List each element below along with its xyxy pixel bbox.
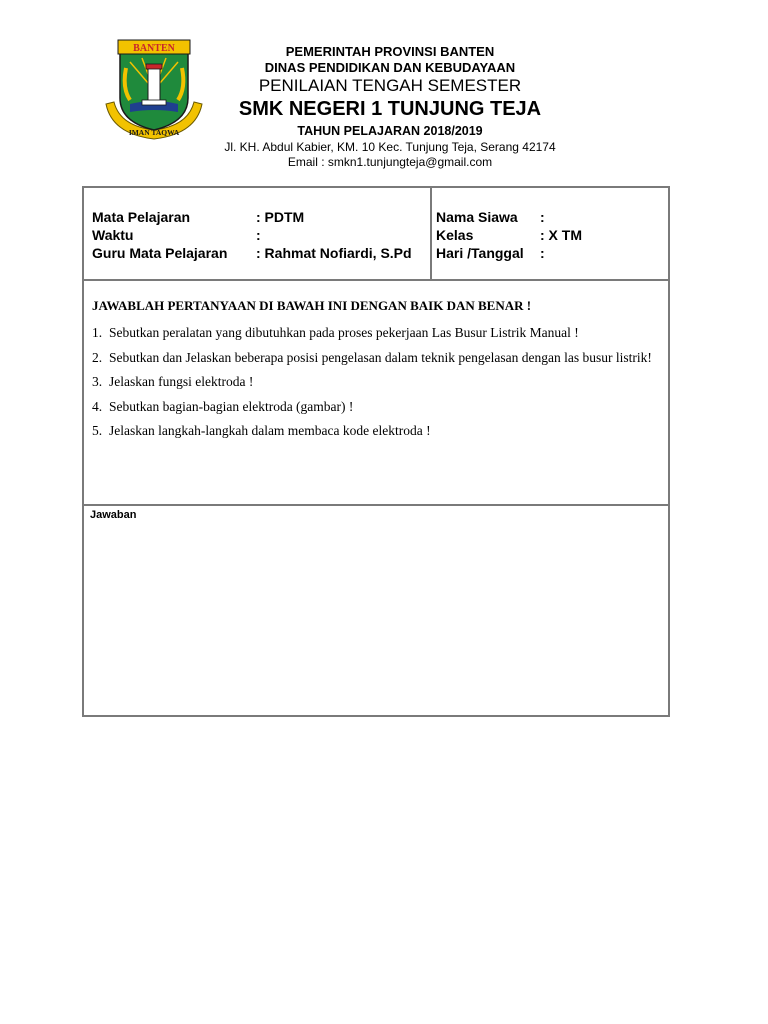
question-item	[92, 321, 662, 346]
question-number: 2.	[92, 349, 103, 365]
questions-section	[84, 281, 668, 506]
teacher-label: Guru Mata Pelajaran	[92, 245, 228, 261]
questions-instruction: JAWABLAH PERTANYAAN DI BAWAH INI DENGAN BAIK DAN BENAR !	[92, 298, 532, 313]
time-label: Waktu	[92, 227, 134, 243]
student-name-label: Nama Siawa	[436, 209, 518, 225]
question-item	[92, 395, 662, 420]
question-number: 1.	[92, 325, 103, 340]
student-name-value: :	[540, 209, 545, 225]
letterhead	[205, 44, 575, 170]
logo-ribbon-text: IMAN TAQWA	[128, 128, 180, 137]
subject-info	[84, 188, 432, 279]
class-label: Kelas	[436, 227, 474, 243]
question-text: Sebutkan dan Jelaskan beberapa posisi pengelasan dalam teknik pengelasan dengan las busur listrik!	[109, 349, 652, 365]
class-value: : X TM	[540, 227, 582, 243]
answer-area[interactable]	[84, 506, 668, 715]
question-text: Sebutkan bagian-bagian elektroda (gambar) !	[109, 398, 354, 414]
question-number: 5.	[92, 423, 103, 438]
banten-emblem-logo	[102, 38, 206, 142]
time-value: :	[256, 227, 261, 243]
answer-label: Jawaban	[90, 509, 137, 521]
department-name: DINAS PENDIDIKAN DAN KEBUDAYAAN	[264, 60, 516, 75]
question-text: Jelaskan fungsi elektroda !	[109, 374, 254, 389]
question-text: Jelaskan langkah-langkah dalam membaca kode elektroda !	[109, 423, 431, 438]
date-label: Hari /Tanggal	[436, 245, 524, 261]
question-item	[92, 346, 662, 371]
logo-banner-text: BANTEN	[133, 43, 175, 54]
question-number: 3.	[92, 374, 103, 389]
subject-value: : PDTM	[256, 209, 305, 225]
exam-title: PENILAIAN TENGAH SEMESTER	[258, 76, 522, 95]
school-address: Jl. KH. Abdul Kabier, KM. 10 Kec. Tunjung Teja, Serang 42174	[224, 140, 556, 154]
question-number: 4.	[92, 398, 103, 414]
teacher-value: : Rahmat Nofiardi, S.Pd	[256, 245, 412, 261]
government-name: PEMERINTAH PROVINSI BANTEN	[285, 44, 495, 59]
school-name: SMK NEGERI 1 TUNJUNG TEJA	[238, 98, 542, 120]
question-item	[92, 370, 662, 395]
exam-form	[82, 186, 670, 717]
question-list	[92, 321, 662, 444]
exam-info-section	[84, 188, 668, 281]
question-text: Sebutkan peralatan yang dibutuhkan pada proses pekerjaan Las Busur Listrik Manual !	[109, 325, 579, 340]
school-email: Email : smkn1.tunjungteja@gmail.com	[287, 155, 493, 169]
date-value: :	[540, 245, 545, 261]
question-item	[92, 419, 662, 444]
subject-label: Mata Pelajaran	[92, 209, 191, 225]
academic-year: TAHUN PELAJARAN 2018/2019	[297, 124, 483, 138]
